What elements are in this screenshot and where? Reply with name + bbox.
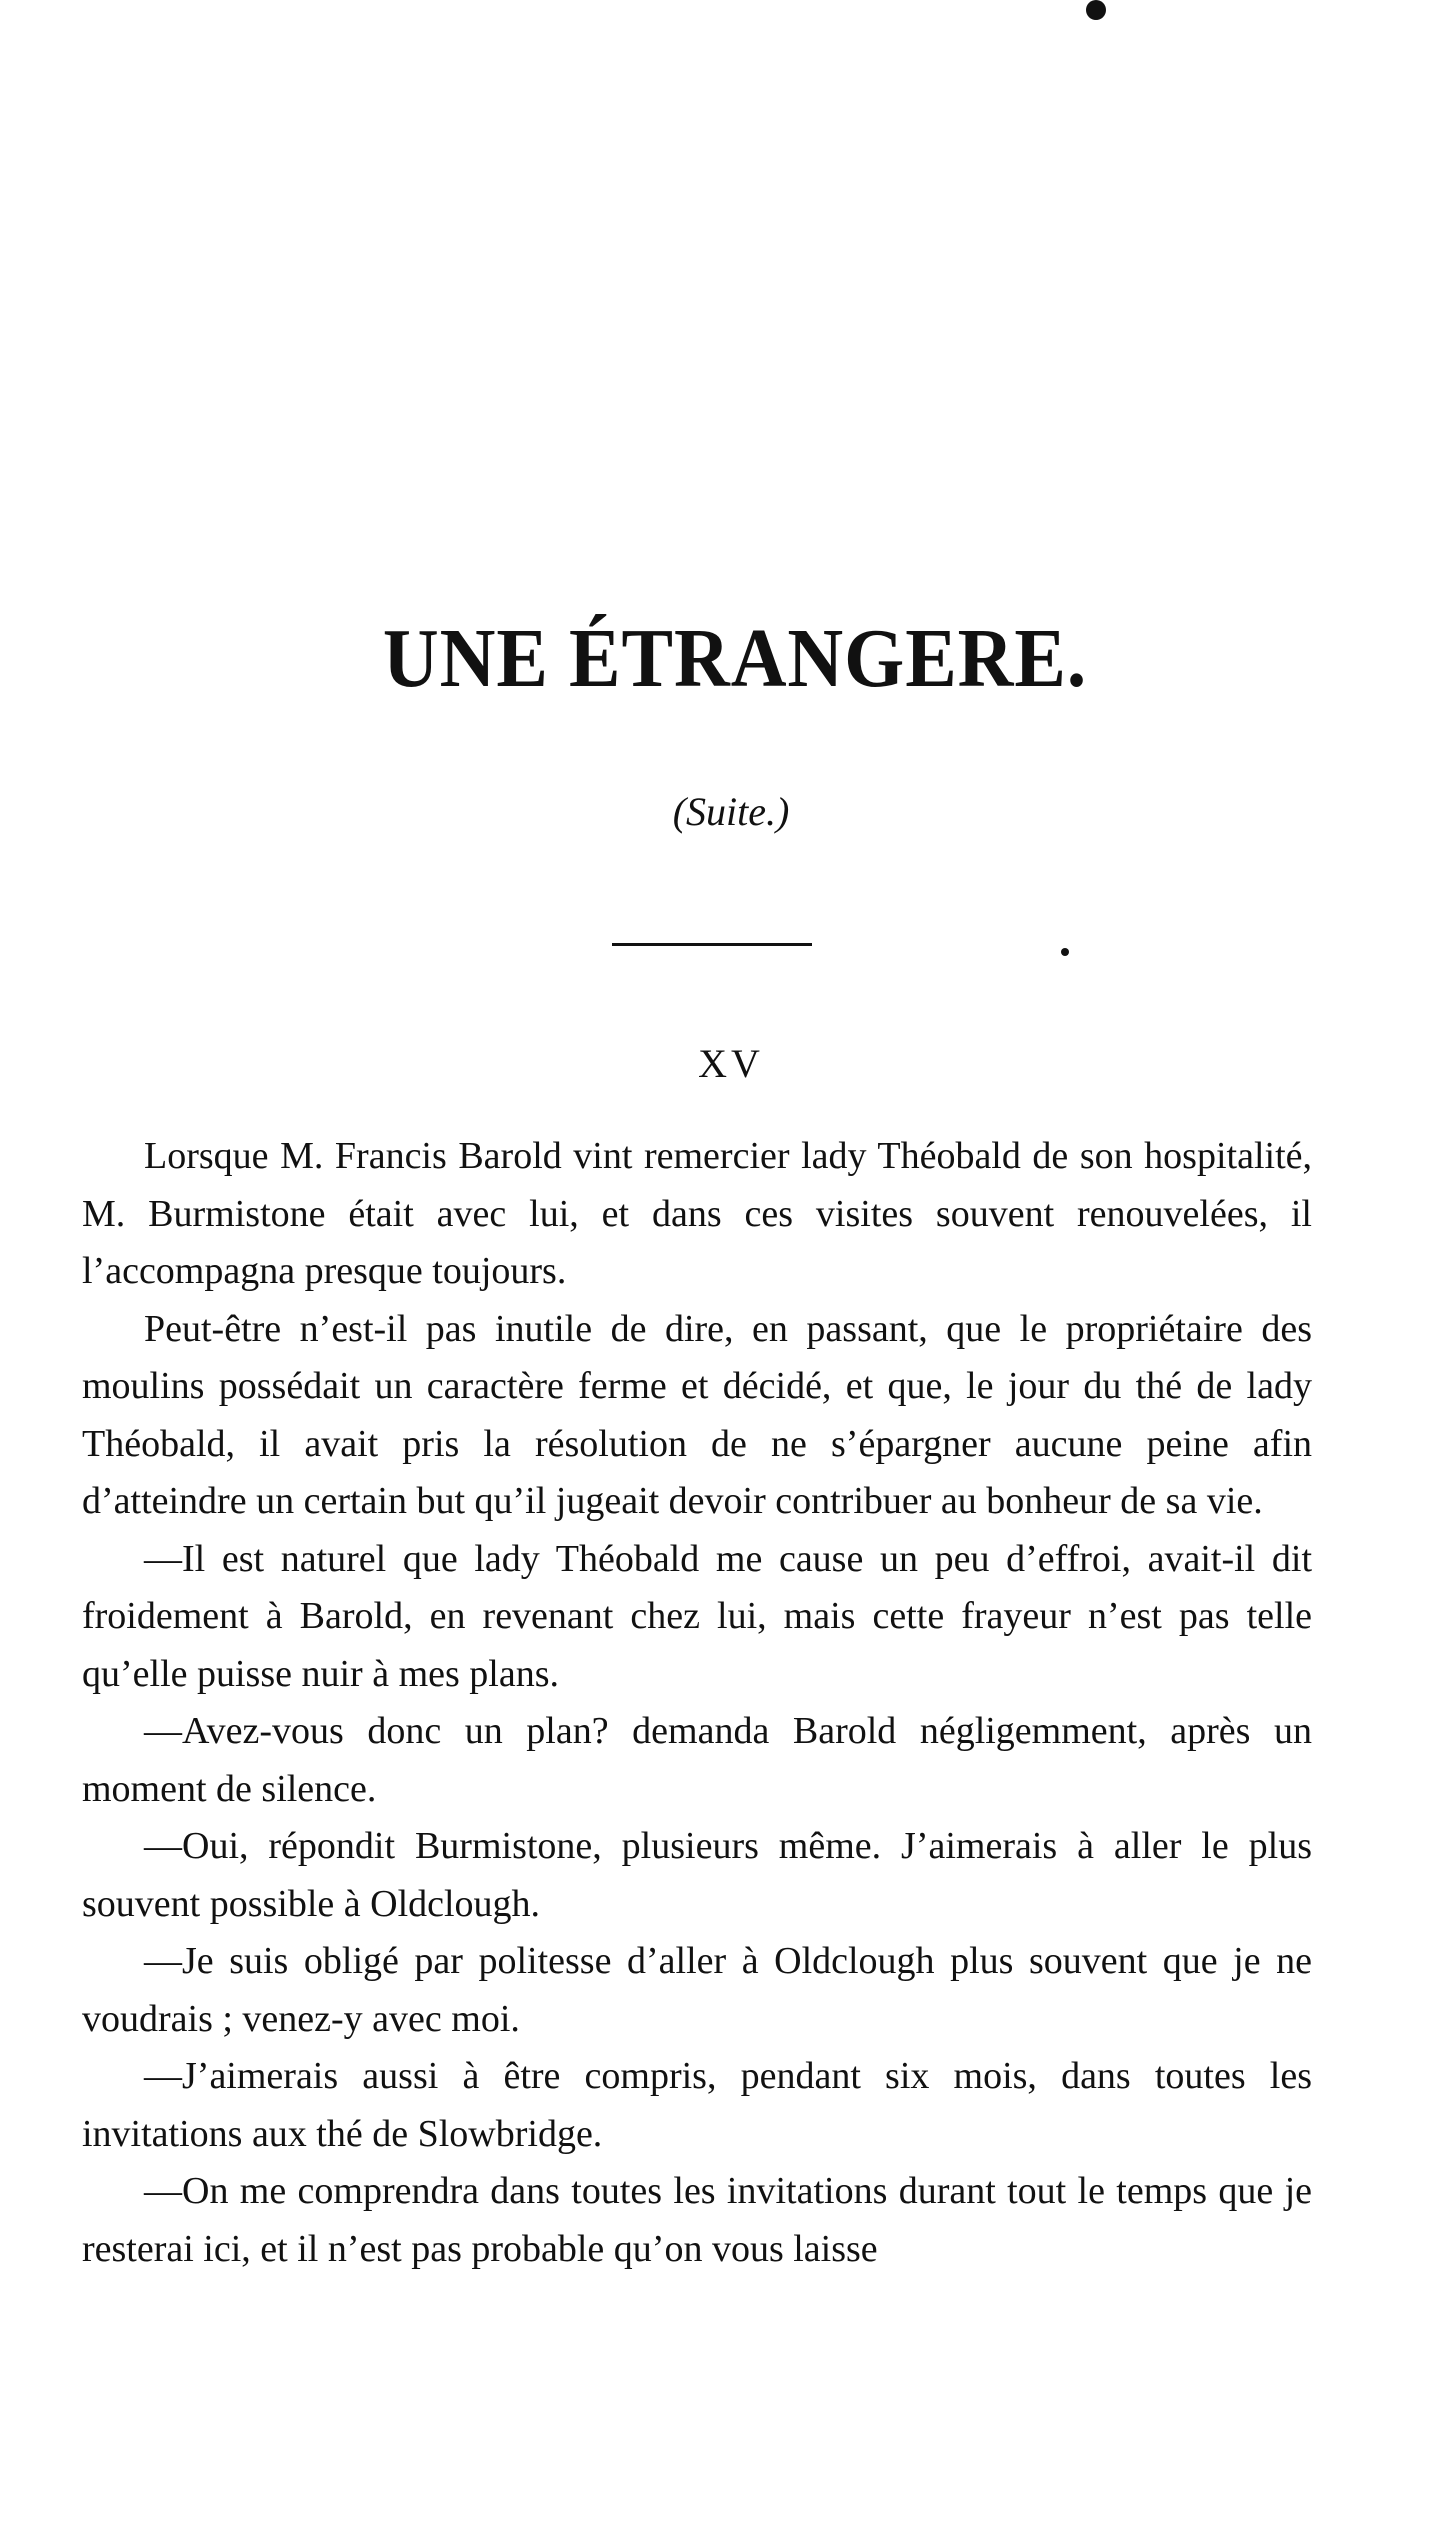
subtitle-text: (Suite.) (672, 789, 790, 834)
ink-speck-rule (1061, 948, 1069, 956)
paragraph: —Il est naturel que lady Théobald me cause un peu d’effroi, avait-il dit froidement à Barold, en revenant chez lui, mais cette frayeur n’est pas telle qu’elle puisse nuir à mes plans. (82, 1537, 1312, 1695)
paragraph: —Oui, répondit Burmistone, plusieurs même. J’aimerais à aller le plus souvent possible à Oldclough. (82, 1825, 1312, 1925)
chapter-number: XV (698, 1041, 764, 1086)
section-divider (612, 943, 812, 946)
paragraph: —On me comprendra dans toutes les invitations durant tout le temps que je resterai ici, et il n’est pas probable qu’on vous laisse (82, 2170, 1312, 2270)
article-subtitle (10, 788, 1452, 835)
paragraph: Peut-être n’est-il pas inutile de dire, en passant, que le propriétaire des moulins possédait un caractère ferme et décidé, et que, le jour du thé de lady Théobald, il avait pris la résolution de ne s’épargner aucune peine afin d’atteindre un certain but qu’il jugeait devoir contribuer au bonheur de sa vie. (82, 1307, 1312, 1522)
body-text (82, 1128, 1312, 2278)
paragraph: —Avez-vous donc un plan? demanda Barold négligemment, après un moment de silence. (82, 1710, 1312, 1810)
paragraph: —Je suis obligé par politesse d’aller à Oldclough plus souvent que je ne voudrais ; venez-y avec moi. (82, 1940, 1312, 2040)
paragraph: Lorsque M. Francis Barold vint remercier lady Théobald de son hospitalité, M. Burmistone était avec lui, et dans ces visites souvent renouvelées, il l’accompagna presque toujours. (82, 1135, 1312, 1292)
article-title: UNE ÉTRANGERE. (382, 612, 1088, 705)
paragraph: —J’aimerais aussi à être compris, pendant six mois, dans toutes les invitations aux thé de Slowbridge. (82, 2055, 1312, 2155)
ink-speck-top (1086, 0, 1106, 20)
